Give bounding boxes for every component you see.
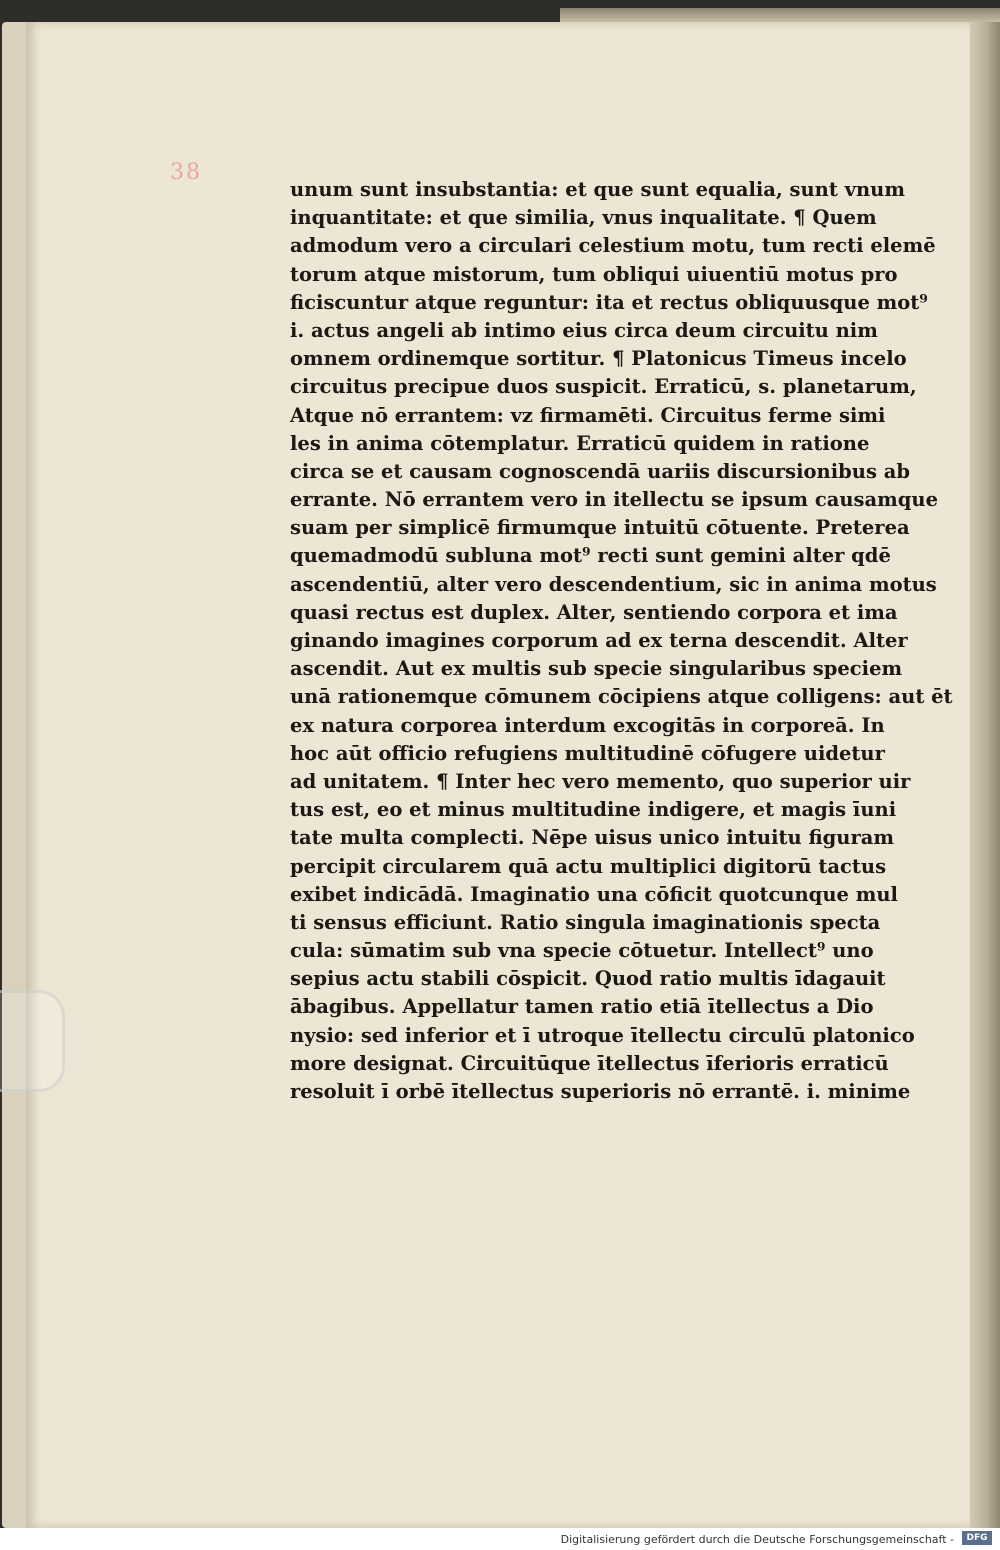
text-line: quasi rectus est duplex. Alter, sentiendo corpora et ima (290, 600, 898, 624)
text-line: admodum vero a circulari celestium motu, tum recti elemē (290, 234, 936, 258)
dfg-logo: DFG (962, 1531, 992, 1545)
page-right-edge (966, 22, 1000, 1528)
text-line: unā rationemque cōmunem cōcipiens atque colligens: aut ēt (290, 685, 953, 709)
text-line: omnem ordinemque sortitur. ¶ Platonicus Timeus incelo (290, 347, 907, 371)
text-line: circa se et causam cognoscendā uariis discursionibus ab (290, 459, 910, 483)
page-clip (0, 990, 65, 1092)
text-line: sepius actu stabili cōspicit. Quod ratio multis īdagauit (290, 967, 886, 991)
text-line: ad unitatem. ¶ Inter hec vero memento, quo superior uir (290, 769, 911, 793)
text-line: resoluit ī orbē ītellectus superioris nō errantē. i. minime (290, 1080, 911, 1103)
text-line: torum atque mistorum, tum obliqui uiuentiū motus pro (290, 262, 898, 286)
text-line: inquantitate: et que similia, vnus inqualitate. ¶ Quem (290, 206, 877, 230)
text-line: ficiscuntur atque reguntur: ita et rectus obliquusque mot⁹ (290, 290, 928, 314)
text-line: exibet indicādā. Imaginatio una cōficit quotcunque mul (290, 882, 898, 906)
text-line: Atque nō errantem: vz firmamēti. Circuitus ferme simi (290, 403, 886, 427)
folio-note: 38 (170, 160, 202, 185)
text-line: ginando imagines corporum ad ex terna descendit. Alter (290, 629, 908, 652)
text-line: tate multa complecti. Nēpe uisus unico intuitu figuram (290, 826, 895, 850)
text-line: ex natura corporea interdum excogitās in corporeā. In (290, 713, 885, 737)
text-line: quemadmodū subluna mot⁹ recti sunt gemini alter qdē (290, 544, 891, 568)
funding-credit: Digitalisierung gefördert durch die Deutsche Forschungsgemeinschaft - (560, 1533, 954, 1546)
text-line: percipit circularem quā actu multiplici digitorū tactus (290, 854, 887, 878)
footer-bar (0, 1528, 1000, 1550)
text-line: ascendentiū, alter vero descendentium, sic in anima motus (290, 572, 937, 596)
text-line: errante. Nō errantem vero in itellectu se ipsum causamque (290, 488, 938, 512)
text-line: tus est, eo et minus multitudine indigere, et magis īuni (290, 798, 897, 822)
text-line: les in anima cōtemplatur. Erraticū quidem in ratione (290, 431, 870, 455)
text-line: suam per simplicē firmumque intuitū cōtuente. Preterea (290, 516, 910, 540)
text-line: ascendit. Aut ex multis sub specie singularibus speciem (290, 657, 903, 681)
text-line: more designat. Circuitūque ītellectus īferioris erraticū (290, 1051, 889, 1075)
text-line: ti sensus efficiunt. Ratio singula imaginationis specta (290, 910, 881, 934)
text-line: hoc aūt officio refugiens multitudinē cōfugere uidetur (290, 741, 885, 765)
text-line: ābagibus. Appellatur tamen ratio etiā ītellectus a Dio (290, 995, 874, 1019)
text-line: unum sunt insubstantia: et que sunt equalia, sunt vnum (290, 178, 905, 201)
text-line: cula: sūmatim sub vna specie cōtuetur. Intellect⁹ uno (290, 939, 874, 963)
text-line: nysio: sed inferior et ī utroque ītellectu circulū platonico (290, 1023, 915, 1047)
text-line: i. actus angeli ab intimo eius circa deum circuitu nim (290, 318, 878, 342)
text-block (290, 176, 953, 1106)
text-line: circuitus precipue duos suspicit. Erraticū, s. planetarum, (290, 375, 917, 399)
